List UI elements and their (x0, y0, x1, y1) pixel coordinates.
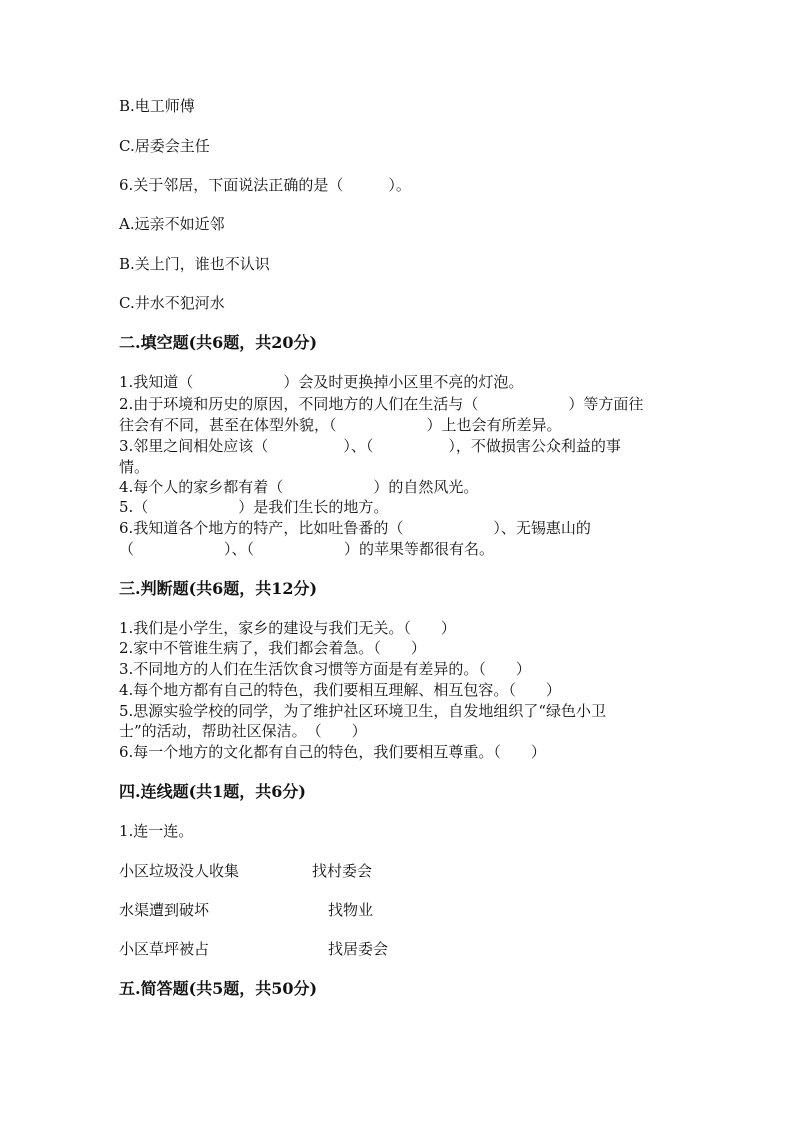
match-right-item: 找居委会 (328, 940, 389, 958)
fill-section-heading: 二.填空题(共6题，共20分) (119, 333, 318, 352)
match-right-item: 找物业 (328, 901, 374, 919)
match-right-item: 找村委会 (312, 862, 373, 880)
q6-option-b: B.关上门，谁也不认识 (119, 255, 270, 273)
match-instruction: 1.连一连。 (119, 822, 194, 840)
q5-option-b: B.电工师傅 (119, 97, 195, 115)
match-left-item: 小区草坪被占 (119, 940, 210, 958)
fill-line: 往会有不同，甚至在体型外貌，（ ）上也会有所差异。 (119, 416, 562, 434)
judge-line: 2.家中不管谁生病了，我们都会着急。（ ） (119, 639, 426, 657)
fill-line: 5.（ ）是我们生长的地方。 (119, 498, 389, 516)
match-left-item: 小区垃圾没人收集 (119, 862, 240, 880)
q6-stem: 6.关于邻居，下面说法正确的是（ ）。 (119, 176, 411, 194)
match-section-heading: 四.连线题(共1题，共6分) (119, 782, 306, 801)
fill-line: 2.由于环境和历史的原因，不同地方的人们在生活与（ ）等方面往 (119, 395, 644, 413)
fill-line: 3.邻里之间相处应该（ ）、（ ），不做损害公众利益的事 (119, 437, 621, 455)
judge-line: 士”的活动，帮助社区保洁。 （ ） (119, 722, 367, 740)
judge-line: 4.每个地方都有自己的特色，我们要相互理解、相互包容。（ ） (119, 681, 561, 699)
judge-line: 3.不同地方的人们在生活饮食习惯等方面是有差异的。（ ） (119, 660, 531, 678)
q6-option-c: C.井水不犯河水 (119, 294, 225, 312)
judge-line: 5.思源实验学校的同学，为了维护社区环境卫生，自发地组织了“绿色小卫 (119, 702, 606, 720)
fill-line: （ ）、（ ）的苹果等都很有名。 (119, 540, 495, 558)
fill-line: 情。 (119, 458, 150, 476)
judge-line: 6.每一个地方的文化都有自己的特色，我们要相互尊重。（ ） (119, 743, 546, 761)
q6-option-a: A.远亲不如近邻 (119, 215, 225, 233)
fill-line: 1.我知道（ ）会及时更换掉小区里不亮的灯泡。 (119, 373, 524, 391)
match-left-item: 水渠遭到破坏 (119, 901, 210, 919)
q5-option-c: C.居委会主任 (119, 137, 210, 155)
judge-section-heading: 三.判断题(共6题，共12分) (119, 579, 318, 598)
judge-line: 1.我们是小学生，家乡的建设与我们无关。（ ） (119, 619, 456, 637)
fill-line: 4.每个人的家乡都有着（ ）的自然风光。 (119, 478, 479, 496)
short-section-heading: 五.简答题(共5题，共50分) (119, 979, 318, 998)
fill-line: 6.我知道各个地方的特产，比如吐鲁番的（ ）、无锡惠山的 (119, 519, 591, 537)
